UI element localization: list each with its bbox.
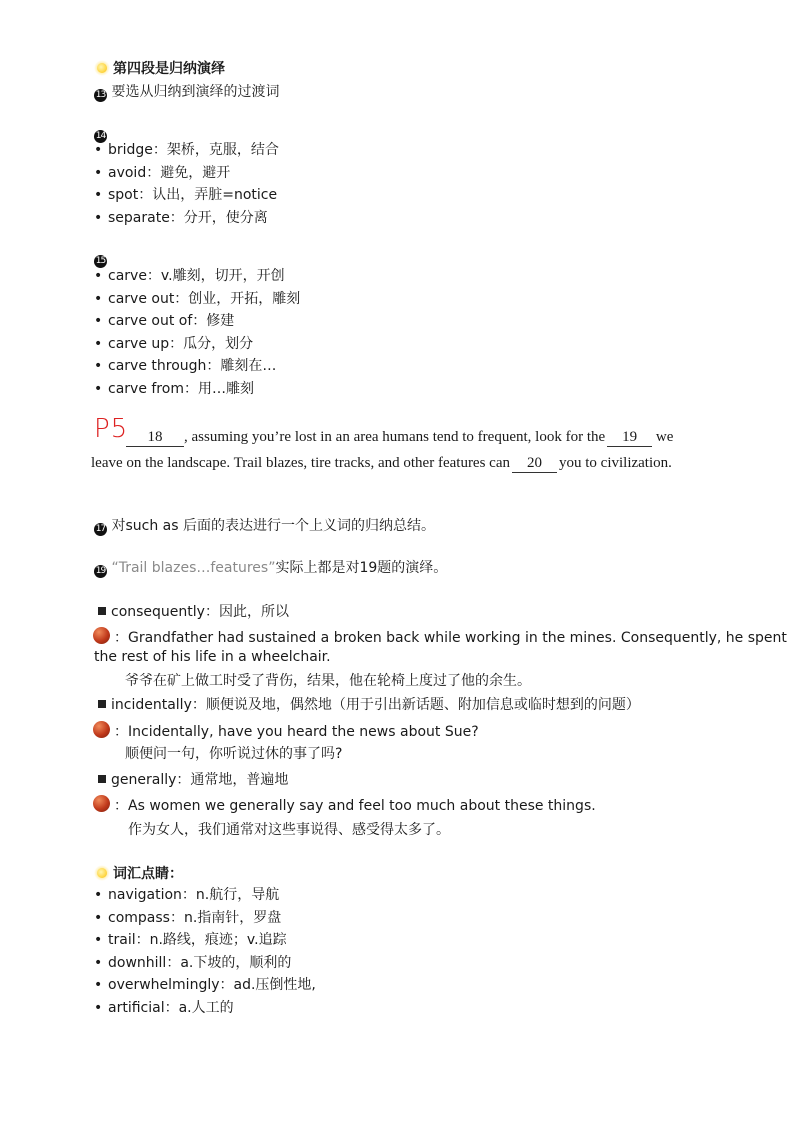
list-item: • bridge：架桥，克服，结合 xyxy=(94,139,279,162)
list-item: • carve through：雕刻在… xyxy=(94,355,300,378)
blank-20: 20 xyxy=(512,455,557,473)
number-badge-17: 17 xyxy=(95,524,106,534)
number-badge-13: 13 xyxy=(95,90,106,100)
example-translation: 爷爷在矿上做工时受了背伤，结果，他在轮椅上度过了他的余生。 xyxy=(125,673,531,689)
number-badge-15: 15 xyxy=(95,256,106,266)
list-item: • separate：分开，使分离 xyxy=(94,207,279,230)
example-sentence: ：Grandfather had sustained a broken back while working in the mines. Consequently, he spent xyxy=(114,630,787,646)
passage-text: you to civilization. xyxy=(559,455,672,471)
list-item: • spot：认出，弄脏=notice xyxy=(94,184,279,207)
note-19-quote: “Trail blazes…features” xyxy=(111,560,276,576)
entry-incidentally xyxy=(98,694,640,714)
entry-label: incidentally：顺便说及地，偶然地（用于引出新话题、附加信息或临时想到的问题） xyxy=(111,697,640,713)
section-heading xyxy=(94,58,225,78)
note-13 xyxy=(94,81,279,102)
example-sentence-cont: the rest of his life in a wheelchair. xyxy=(94,649,331,665)
vocab-list xyxy=(94,884,316,1019)
number-badge-14: 14 xyxy=(95,131,106,141)
list-item: • navigation：n.航行，导航 xyxy=(94,884,316,907)
note-17-text: 对such as 后面的表达进行一个上义词的归纳总结。 xyxy=(111,518,435,534)
list-item: • carve from：用…雕刻 xyxy=(94,378,300,401)
list-item: • compass：n.指南针，罗盘 xyxy=(94,907,316,930)
list-item: • overwhelmingly：ad.压倒性地, xyxy=(94,974,316,997)
list-item: • carve：v.雕刻，切开，开创 xyxy=(94,265,300,288)
list-item: • carve out：创业，开拓，雕刻 xyxy=(94,288,300,311)
square-bullet-icon xyxy=(98,775,106,783)
sun-icon xyxy=(94,865,110,881)
word-list-15 xyxy=(94,265,300,400)
square-bullet-icon xyxy=(98,700,106,708)
note-19 xyxy=(94,557,447,578)
list-item: • artificial：a.人工的 xyxy=(94,997,316,1020)
list-item: • trail：n.路线，痕迹；v.追踪 xyxy=(94,929,316,952)
vocab-heading xyxy=(94,863,183,883)
paragraph-marker: P5 xyxy=(94,414,129,444)
passage-line-2 xyxy=(91,455,672,473)
entry-consequently xyxy=(98,601,289,621)
vocab-title: 词汇点睛： xyxy=(113,866,183,882)
list-item: • carve up：瓜分，划分 xyxy=(94,333,300,356)
passage-text: leave on the landscape. Trail blazes, tire tracks, and other features can xyxy=(91,455,510,471)
passage-text: , assuming you’re lost in an area humans tend to frequent, look for the xyxy=(184,429,606,445)
note-19-text: 实际上都是对19题的演绎。 xyxy=(275,560,448,576)
square-bullet-icon xyxy=(98,607,106,615)
note-17 xyxy=(94,515,435,536)
example-sentence: ：As women we generally say and feel too much about these things. xyxy=(114,798,596,814)
list-item: • downhill：a.下坡的，顺利的 xyxy=(94,952,316,975)
ball-icon xyxy=(93,795,110,812)
entry-label: consequently：因此，所以 xyxy=(111,604,289,620)
example-translation: 顺便问一句，你听说过休的事了吗? xyxy=(125,746,343,762)
list-item: • avoid：避免，避开 xyxy=(94,162,279,185)
word-list-14 xyxy=(94,139,279,229)
passage-line-1 xyxy=(126,429,673,447)
ball-icon xyxy=(93,721,110,738)
example-translation: 作为女人，我们通常对这些事说得、感受得太多了。 xyxy=(128,822,450,838)
note-13-text: 要选从归纳到演绎的过渡词 xyxy=(111,84,280,100)
entry-generally xyxy=(98,769,288,789)
ball-icon xyxy=(93,627,110,644)
section-title: 第四段是归纳演绎 xyxy=(113,61,225,77)
passage-text: we xyxy=(655,429,674,445)
sun-icon xyxy=(94,60,110,76)
list-item: • carve out of：修建 xyxy=(94,310,300,333)
example-sentence: ：Incidentally, have you heard the news about Sue? xyxy=(114,724,479,740)
entry-label: generally：通常地，普遍地 xyxy=(111,772,289,788)
blank-19: 19 xyxy=(607,429,652,447)
blank-18: 18 xyxy=(126,429,184,447)
number-badge-19: 19 xyxy=(95,566,106,576)
